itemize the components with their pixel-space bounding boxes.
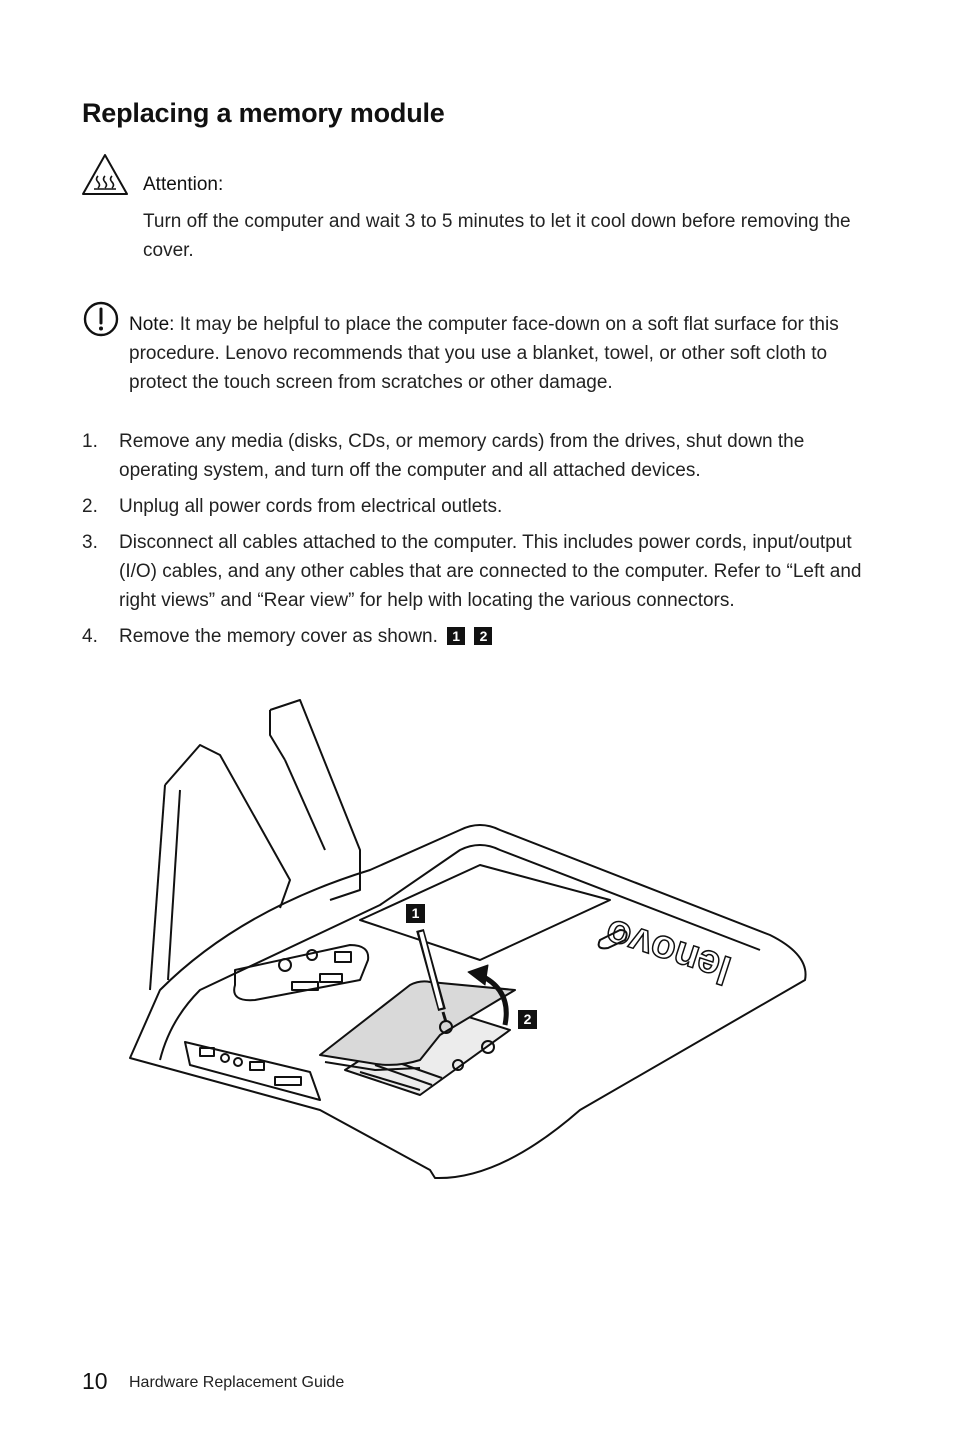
- attention-label: Attention:: [143, 174, 224, 195]
- list-item: [82, 427, 872, 485]
- list-item: [82, 622, 872, 651]
- step-number: 4.: [82, 626, 98, 647]
- attention-text: Turn off the computer and wait 3 to 5 minutes to let it cool down before removing the cover.: [143, 211, 851, 261]
- step-number: 1.: [82, 431, 98, 452]
- list-item: [82, 492, 872, 521]
- note-text: It may be helpful to place the computer face-down on a soft flat surface for this procedure. Lenovo recommends that you use a blanket, towel, or other soft cloth to protect the touch screen from scratches or other damage.: [129, 314, 839, 393]
- steps-list: [82, 427, 872, 658]
- hot-surface-warning-icon: [80, 152, 130, 198]
- figure-callout-1: 1: [406, 904, 425, 923]
- step-text: Remove the memory cover as shown.: [119, 626, 438, 647]
- list-item: [82, 528, 872, 615]
- memory-cover-illustration: [120, 690, 820, 1190]
- page-title: Replacing a memory module: [82, 98, 445, 128]
- step-text: Disconnect all cables attached to the computer. This includes power cords, input/output (I/O) cables, and any other cables that are connected to the computer. Refer to “Left and right views” and “Rear view” for help with locating the various connectors.: [119, 532, 862, 611]
- callout-badge: 2: [474, 627, 492, 645]
- footer-title: Hardware Replacement Guide: [129, 1374, 345, 1391]
- exclamation-circle-icon: [82, 300, 120, 338]
- page-number: 10: [82, 1368, 108, 1394]
- note-label: Note:: [129, 314, 175, 335]
- note-block: [129, 310, 869, 397]
- computer-back-diagram: [120, 690, 820, 1190]
- callout-badge: 1: [447, 627, 465, 645]
- step-text: Unplug all power cords from electrical outlets.: [119, 496, 503, 517]
- lenovo-logo: lenovo: [599, 910, 737, 992]
- step-number: 2.: [82, 496, 98, 517]
- step-number: 3.: [82, 532, 98, 553]
- step-text: Remove any media (disks, CDs, or memory cards) from the drives, shut down the operating system, and turn off the computer and all attached devices.: [119, 431, 805, 481]
- figure-callout-2: 2: [518, 1010, 537, 1029]
